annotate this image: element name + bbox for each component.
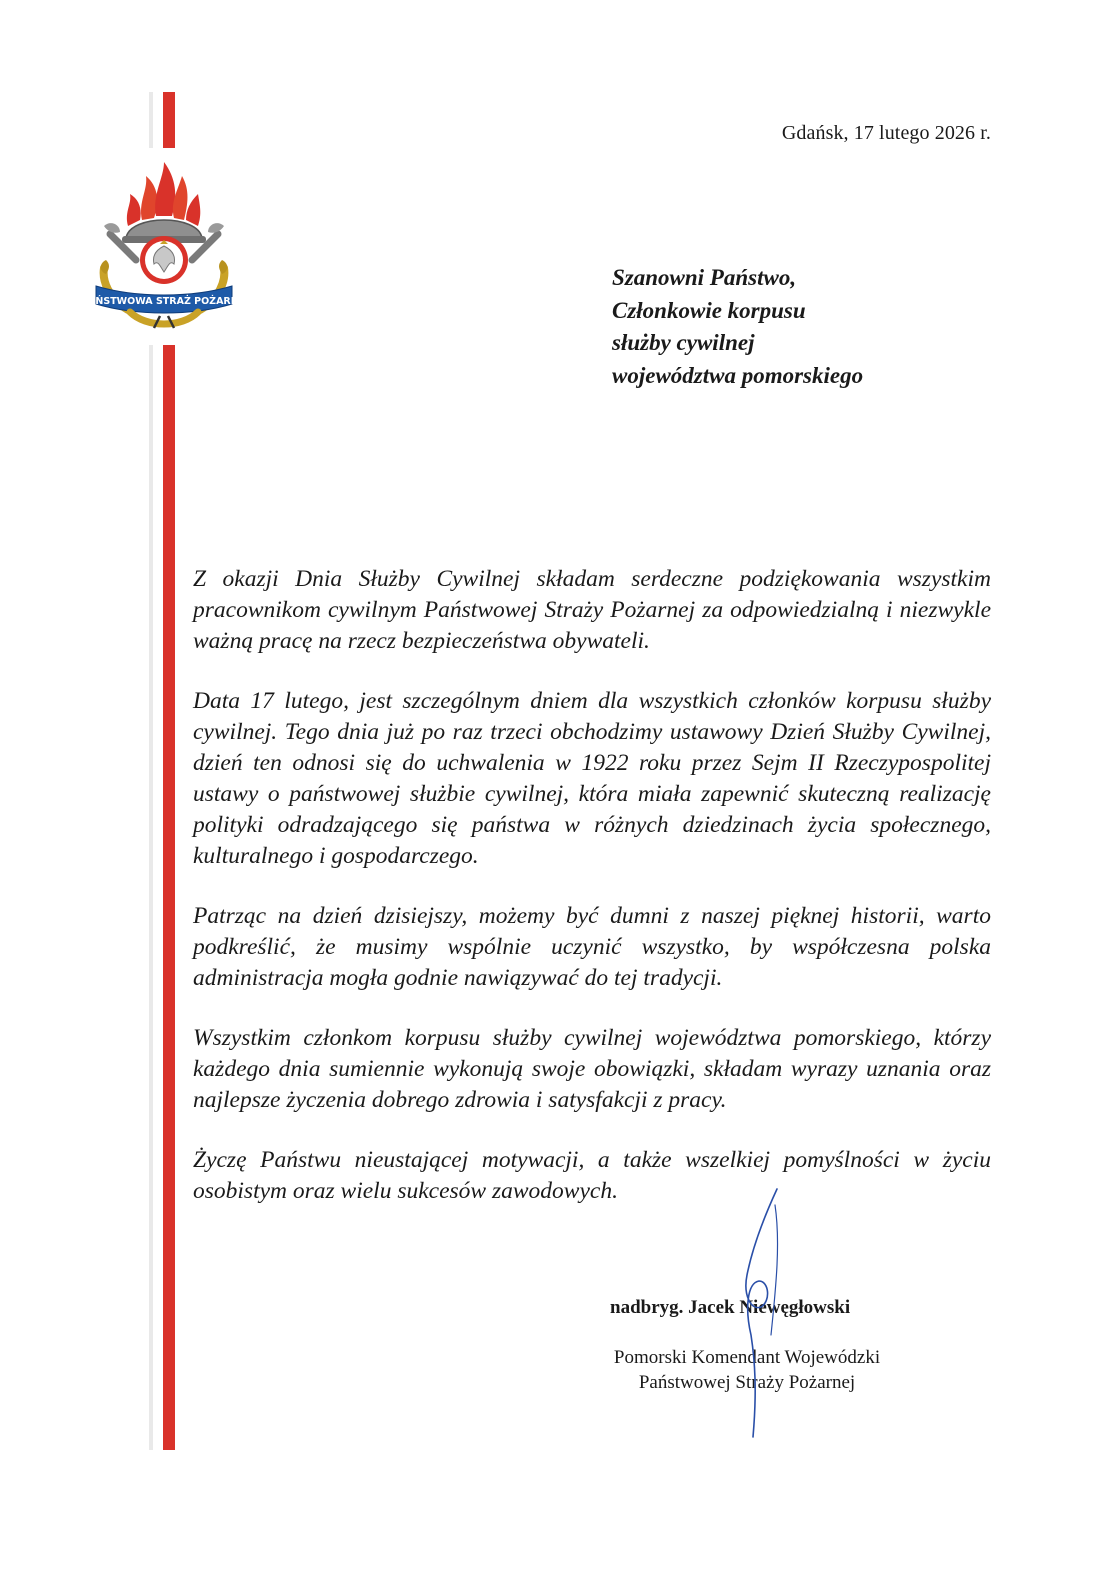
red-stripe-bottom [163,345,175,1450]
body-paragraph: Wszystkim członkom korpusu służby cywilnej województwa pomorskiego, którzy każdego dnia sumiennie wykonują swoje obowiązki, składam wyrazy uznania oraz najlepsze życzenia dobrego zdrowia i satysfakcji z pracy. [193,1025,991,1113]
body-paragraph: Patrząc na dzień dzisiejszy, możemy być dumni z naszej pięknej historii, warto podkreślić, że musimy wspólnie uczynić wszystko, by współczesna polska administracja mogła godnie nawiązywać do tej tradycji. [193,903,991,991]
fire-service-emblem-logo [81,160,247,330]
letter-body [193,564,991,1236]
body-paragraph: Data 17 lutego, jest szczególnym dniem dla wszystkich członków korpusu służby cywilnej. Tego dnia już po raz trzeci obchodzimy ustawowy Dzień Służby Cywilnej, dzień ten odnosi się do uchwalenia w 1922 roku przez Sejm II Rzeczypospolitej ustawy o państwowej służbie cywilnej, która miała zapewnić skuteczną realizację polityki odradzającego się państwa w różnych dziedzinach życia społecznego, kulturalnego i gospodarczego. [193,688,991,869]
white-stripe-top [149,92,153,148]
signatory-title-line: Państwowej Straży Pożarnej [638,1372,856,1393]
body-paragraph: Życzę Państwu nieustającej motywacji, a także wszelkiej pomyślności w życiu osobistym oraz wielu sukcesów zawodowych. [193,1147,991,1204]
salutation-line: Członkowie korpusu [612,297,806,323]
salutation-line: Szanowni Państwo, [612,265,797,290]
white-stripe-bottom [149,345,153,1450]
salutation-line: województwa pomorskiego [612,362,864,388]
salutation-block [612,262,863,392]
svg-text:PAŃSTWOWA STRAŻ POŻARNA: PAŃSTWOWA STRAŻ POŻARNA [81,296,247,307]
signatory-name: nadbryg. Jacek Niewęgłowski [610,1297,851,1318]
red-stripe-top [163,92,175,148]
handwritten-signature [725,1185,795,1445]
signatory-title-line: Pomorski Komendant Wojewódzki [613,1347,881,1368]
salutation-line: służby cywilnej [612,330,755,355]
body-paragraph: Z okazji Dnia Służby Cywilnej składam serdeczne podziękowania wszystkim pracownikom cywilnym Państwowej Straży Pożarnej za odpowiedzialną i niezwykle ważną pracę na rzecz bezpieczeństwa obywateli. [193,566,991,654]
letter-date: Gdańsk, 17 lutego 2026 r. [781,122,991,144]
